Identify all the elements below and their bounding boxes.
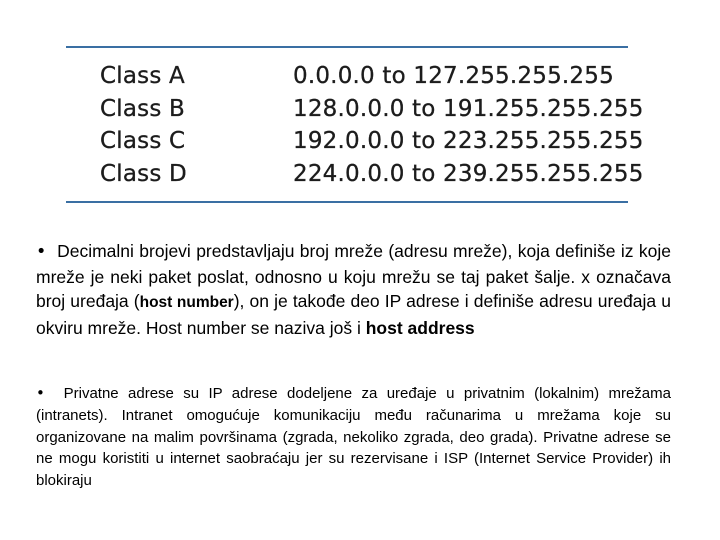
paragraph-text: Decimalni brojevi predstavljaju broj mreže (adresu mreže), koja definiše iz koje mreže je neki paket poslat, odnosno u koju mrežu se taj paket šalje. x označava broj uređaja ( xyxy=(36,241,671,312)
table-row xyxy=(100,63,620,96)
class-range: 224.0.0.0 to 239.255.255.255 xyxy=(293,160,644,187)
ip-class-table xyxy=(100,63,644,193)
class-name: Class D xyxy=(100,160,187,187)
class-range: 128.0.0.0 to 191.255.255.255 xyxy=(293,95,644,122)
paragraph-network-number xyxy=(36,239,671,340)
class-range: 0.0.0.0 to 127.255.255.255 xyxy=(293,63,614,89)
paragraph-text: ), on je takođe deo IP adrese i definiše adresu uređaja u okviru mreže. Host number se naziva još i xyxy=(36,291,671,338)
term-host-number: host number xyxy=(139,294,234,312)
term-host-address: host address xyxy=(365,317,475,338)
table-row xyxy=(100,128,644,161)
class-name: Class B xyxy=(100,95,185,122)
class-name: Class A xyxy=(100,63,185,89)
class-name: Class C xyxy=(100,128,186,154)
table-bottom-rule xyxy=(66,201,628,203)
table-top-rule xyxy=(66,46,628,48)
table-row xyxy=(100,160,644,194)
paragraph-private-addresses xyxy=(36,383,671,492)
bullet-point: • xyxy=(36,242,47,262)
bullet-point: • xyxy=(36,384,45,402)
table-row xyxy=(100,95,644,129)
class-range: 192.0.0.0 to 223.255.255.255 xyxy=(293,128,644,154)
paragraph-text: Privatne adrese su IP adrese dodeljene za uređaje u privatnim (lokalnim) mrežama (intranets). Intranet omogućuje komunikaciju među računarima u mrežama koje su organizovane na malim površinama (zgrada, nekoliko zgrada, deo grada). Privatne adrese se ne mogu koristiti u internet saobraćaju jer su rezervisane i ISP (Internet Service Provider) ih blokiraju xyxy=(36,385,671,490)
